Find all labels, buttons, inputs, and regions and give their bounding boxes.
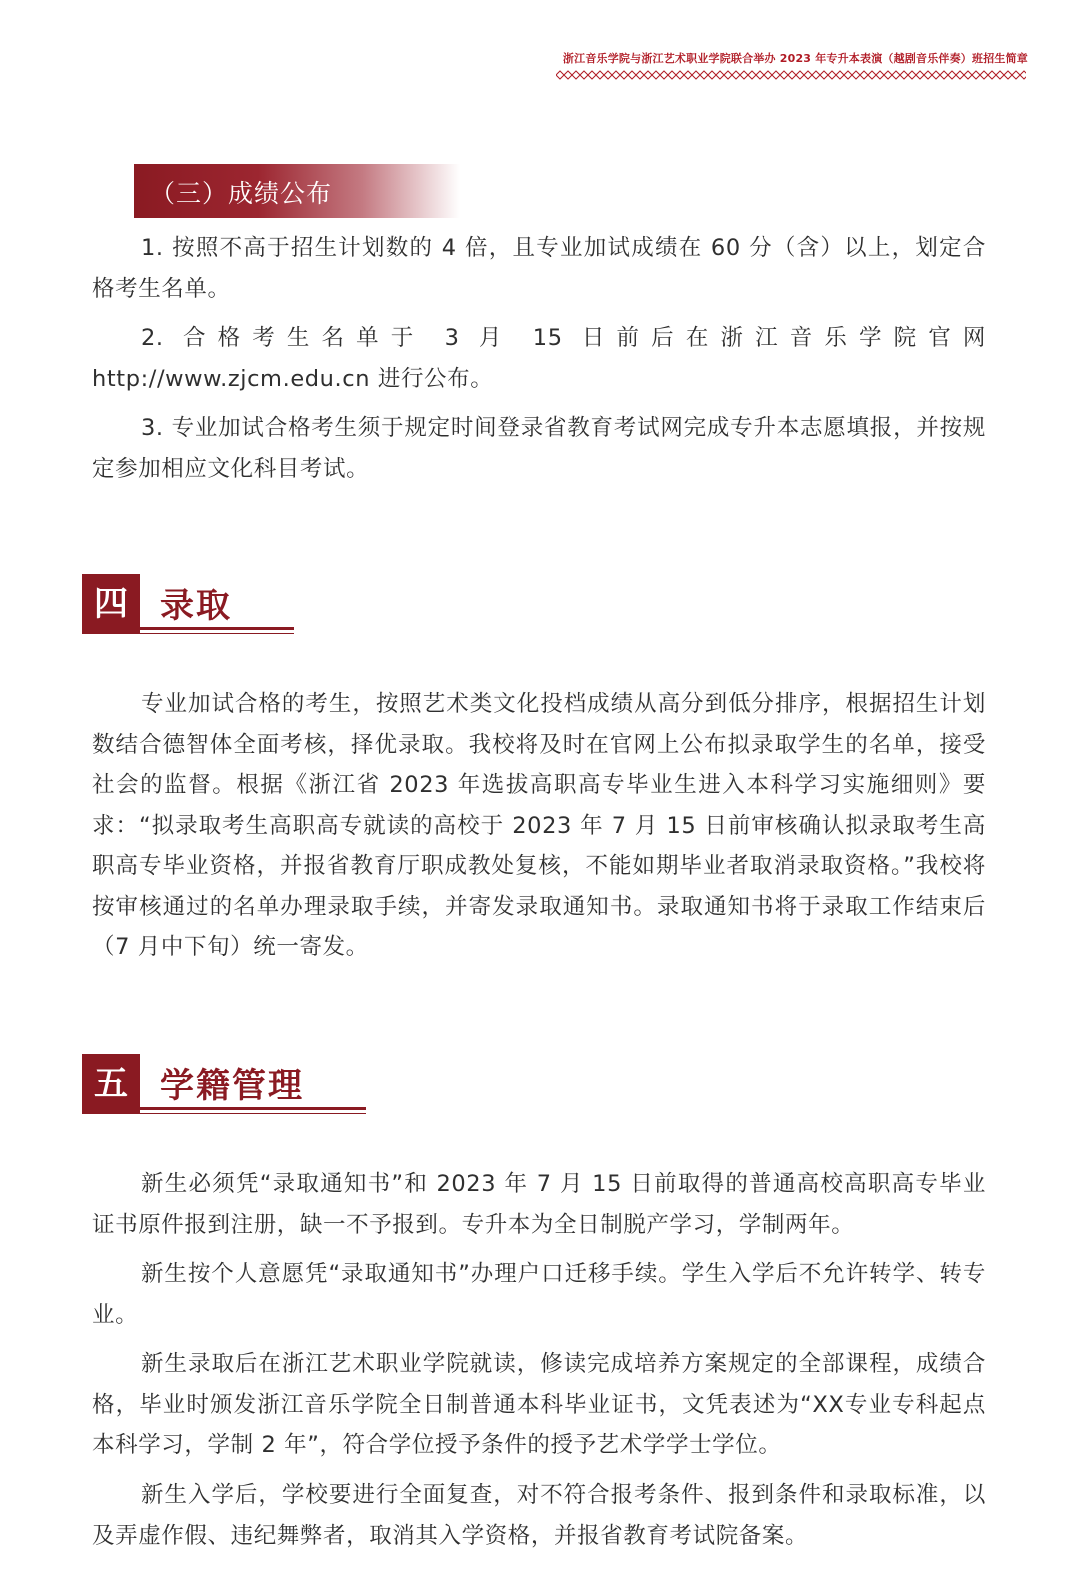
section-title: 学籍管理	[160, 1066, 304, 1106]
header-ornament	[556, 70, 1026, 80]
section-underline	[140, 1107, 366, 1110]
section-heading-enrollment	[82, 1054, 366, 1116]
scores-item-3: 3. 专业加试合格考生须于规定时间登录省教育考试网完成专升本志愿填报，并按规定参加相应文化科目考试。	[92, 415, 986, 482]
section-number: 四	[82, 574, 140, 634]
section-underline-thin	[140, 633, 294, 634]
scores-item-2: 2. 合格考生名单于 3 月 15 日前后在浙江音乐学院官网 http://www.zjcm.edu.cn 进行公布。	[92, 325, 986, 392]
enrollment-paragraph-1: 新生必须凭“录取通知书”和 2023 年 7 月 15 日前取得的普通高校高职高专毕业证书原件报到注册，缺一不予报到。专升本为全日制脱产学习，学制两年。	[92, 1171, 986, 1238]
section-underline-thin	[140, 1113, 366, 1114]
header-title: 浙江音乐学院与浙江艺术职业学院联合举办 2023 年专升本表演（越剧音乐伴奏）班招生简章	[562, 52, 1028, 65]
section-heading-admission	[82, 574, 294, 636]
section-underline	[140, 627, 294, 630]
enrollment-paragraph-2: 新生按个人意愿凭“录取通知书”办理户口迁移手续。学生入学后不允许转学、转专业。	[92, 1261, 986, 1328]
section-number: 五	[82, 1054, 140, 1114]
subsection-heading-scores	[134, 164, 460, 218]
enrollment-paragraph-4: 新生入学后，学校要进行全面复查，对不符合报考条件、报到条件和录取标准，以及弄虚作假、违纪舞弊者，取消其入学资格，并报省教育考试院备案。	[92, 1482, 986, 1549]
subsection-label: （三）成绩公布	[150, 179, 333, 208]
section-title: 录取	[160, 586, 232, 626]
enrollment-paragraph-3: 新生录取后在浙江艺术职业学院就读，修读完成培养方案规定的全部课程，成绩合格，毕业时颁发浙江音乐学院全日制普通本科毕业证书，文凭表述为“XX专业专科起点本科学习，学制 2 年”，符合学位授予条件的授予艺术学学士学位。	[92, 1351, 986, 1458]
scores-item-1: 1. 按照不高于招生计划数的 4 倍，且专业加试成绩在 60 分（含）以上，划定合格考生名单。	[92, 235, 986, 302]
admission-paragraph: 专业加试合格的考生，按照艺术类文化投档成绩从高分到低分排序，根据招生计划数结合德智体全面考核，择优录取。我校将及时在官网上公布拟录取学生的名单，接受社会的监督。根据《浙江省 2023 年选拔高职高专毕业生进入本科学习实施细则》要求：“拟录取考生高职高专就读的高校于 2023 年 7 月 15 日前审核确认拟录取考生高职高专毕业资格，并报省教育厅职成教处复核，不能如期毕业者取消录取资格。”我校将按审核通过的名单办理录取手续，并寄发录取通知书。录取通知书将于录取工作结束后（7 月中下旬）统一寄发。	[92, 691, 986, 960]
